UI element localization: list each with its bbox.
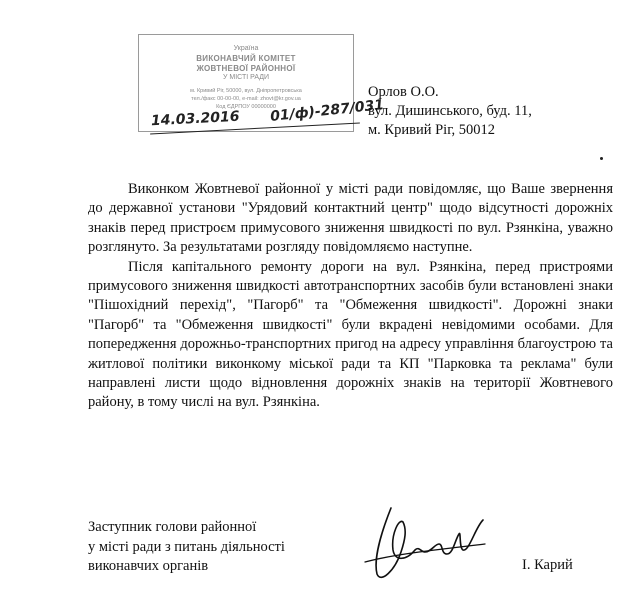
signatory-line-3: виконавчих органів (88, 558, 209, 574)
letter-body (88, 180, 613, 413)
handwritten-signature (355, 500, 505, 590)
registration-date: 14.03.2016 (150, 108, 240, 130)
registration-number: 01/ф)-287/031 (269, 97, 385, 125)
signatory-position (88, 518, 285, 577)
stamp-address: м. Кривий Ріг, 50000, вул. Дніпропетровська (190, 88, 302, 94)
stamp-contacts: тел./факс 00-00-00, e-mail: zhovt@kr.gov.ua (191, 96, 301, 102)
body-paragraph-2: Після капітального ремонту дороги на вул. Рзянкіна, перед пристроями примусового зниження швидкості автотранспортних засобів були встановлені знаки "Пішохідний перехід", "Пагорб" та "Обмеження швидкості". Дорожні знаки "Пагорб" та "Обмеження швидкості" були вкрадені невідомими особами. Для попередження дорожньо-транспортних пригод на адресу управління благоустрою та житлової політики виконкому міської ради та КП "Парковка та реклама" були направлені листи щодо відновлення дорожніх знаків на території Жовтневого району, в тому числі на вул. Рзянкіна. (88, 258, 613, 411)
stamp-country: Україна (233, 45, 259, 52)
signatory-line-2: у місті ради з питань діяльності (88, 538, 285, 555)
stamp-org-line1: ВИКОНАВЧИЙ КОМІТЕТ (196, 54, 296, 63)
scan-dot (600, 157, 603, 160)
stamp-org-line3: У МІСТІ РАДИ (222, 74, 270, 81)
signatory-line-1: Заступник голови районної (88, 519, 257, 535)
signatory-name: І. Карий (522, 557, 573, 573)
addressee-block (368, 83, 532, 140)
addressee-street: вул. Дишинського, буд. 11, (368, 103, 532, 119)
stamp-org-line2: ЖОВТНЕВОЇ РАЙОННОЇ (196, 64, 296, 73)
addressee-name: Орлов О.О. (368, 84, 439, 100)
body-paragraph-1: Виконком Жовтневої районної у місті ради повідомляє, що Ваше звернення до державної установи "Урядовий контактний центр" щодо відсутності дорожніх знаків перед пристроєм примусового зниження швидкості по вул. Рзянкіна, уважно розглянуто. За результатами розгляду повідомляємо наступне. (88, 181, 613, 256)
addressee-city: м. Кривий Ріг, 50012 (368, 122, 496, 138)
stamp-code: Код ЄДРПОУ 00000000 (216, 104, 276, 110)
